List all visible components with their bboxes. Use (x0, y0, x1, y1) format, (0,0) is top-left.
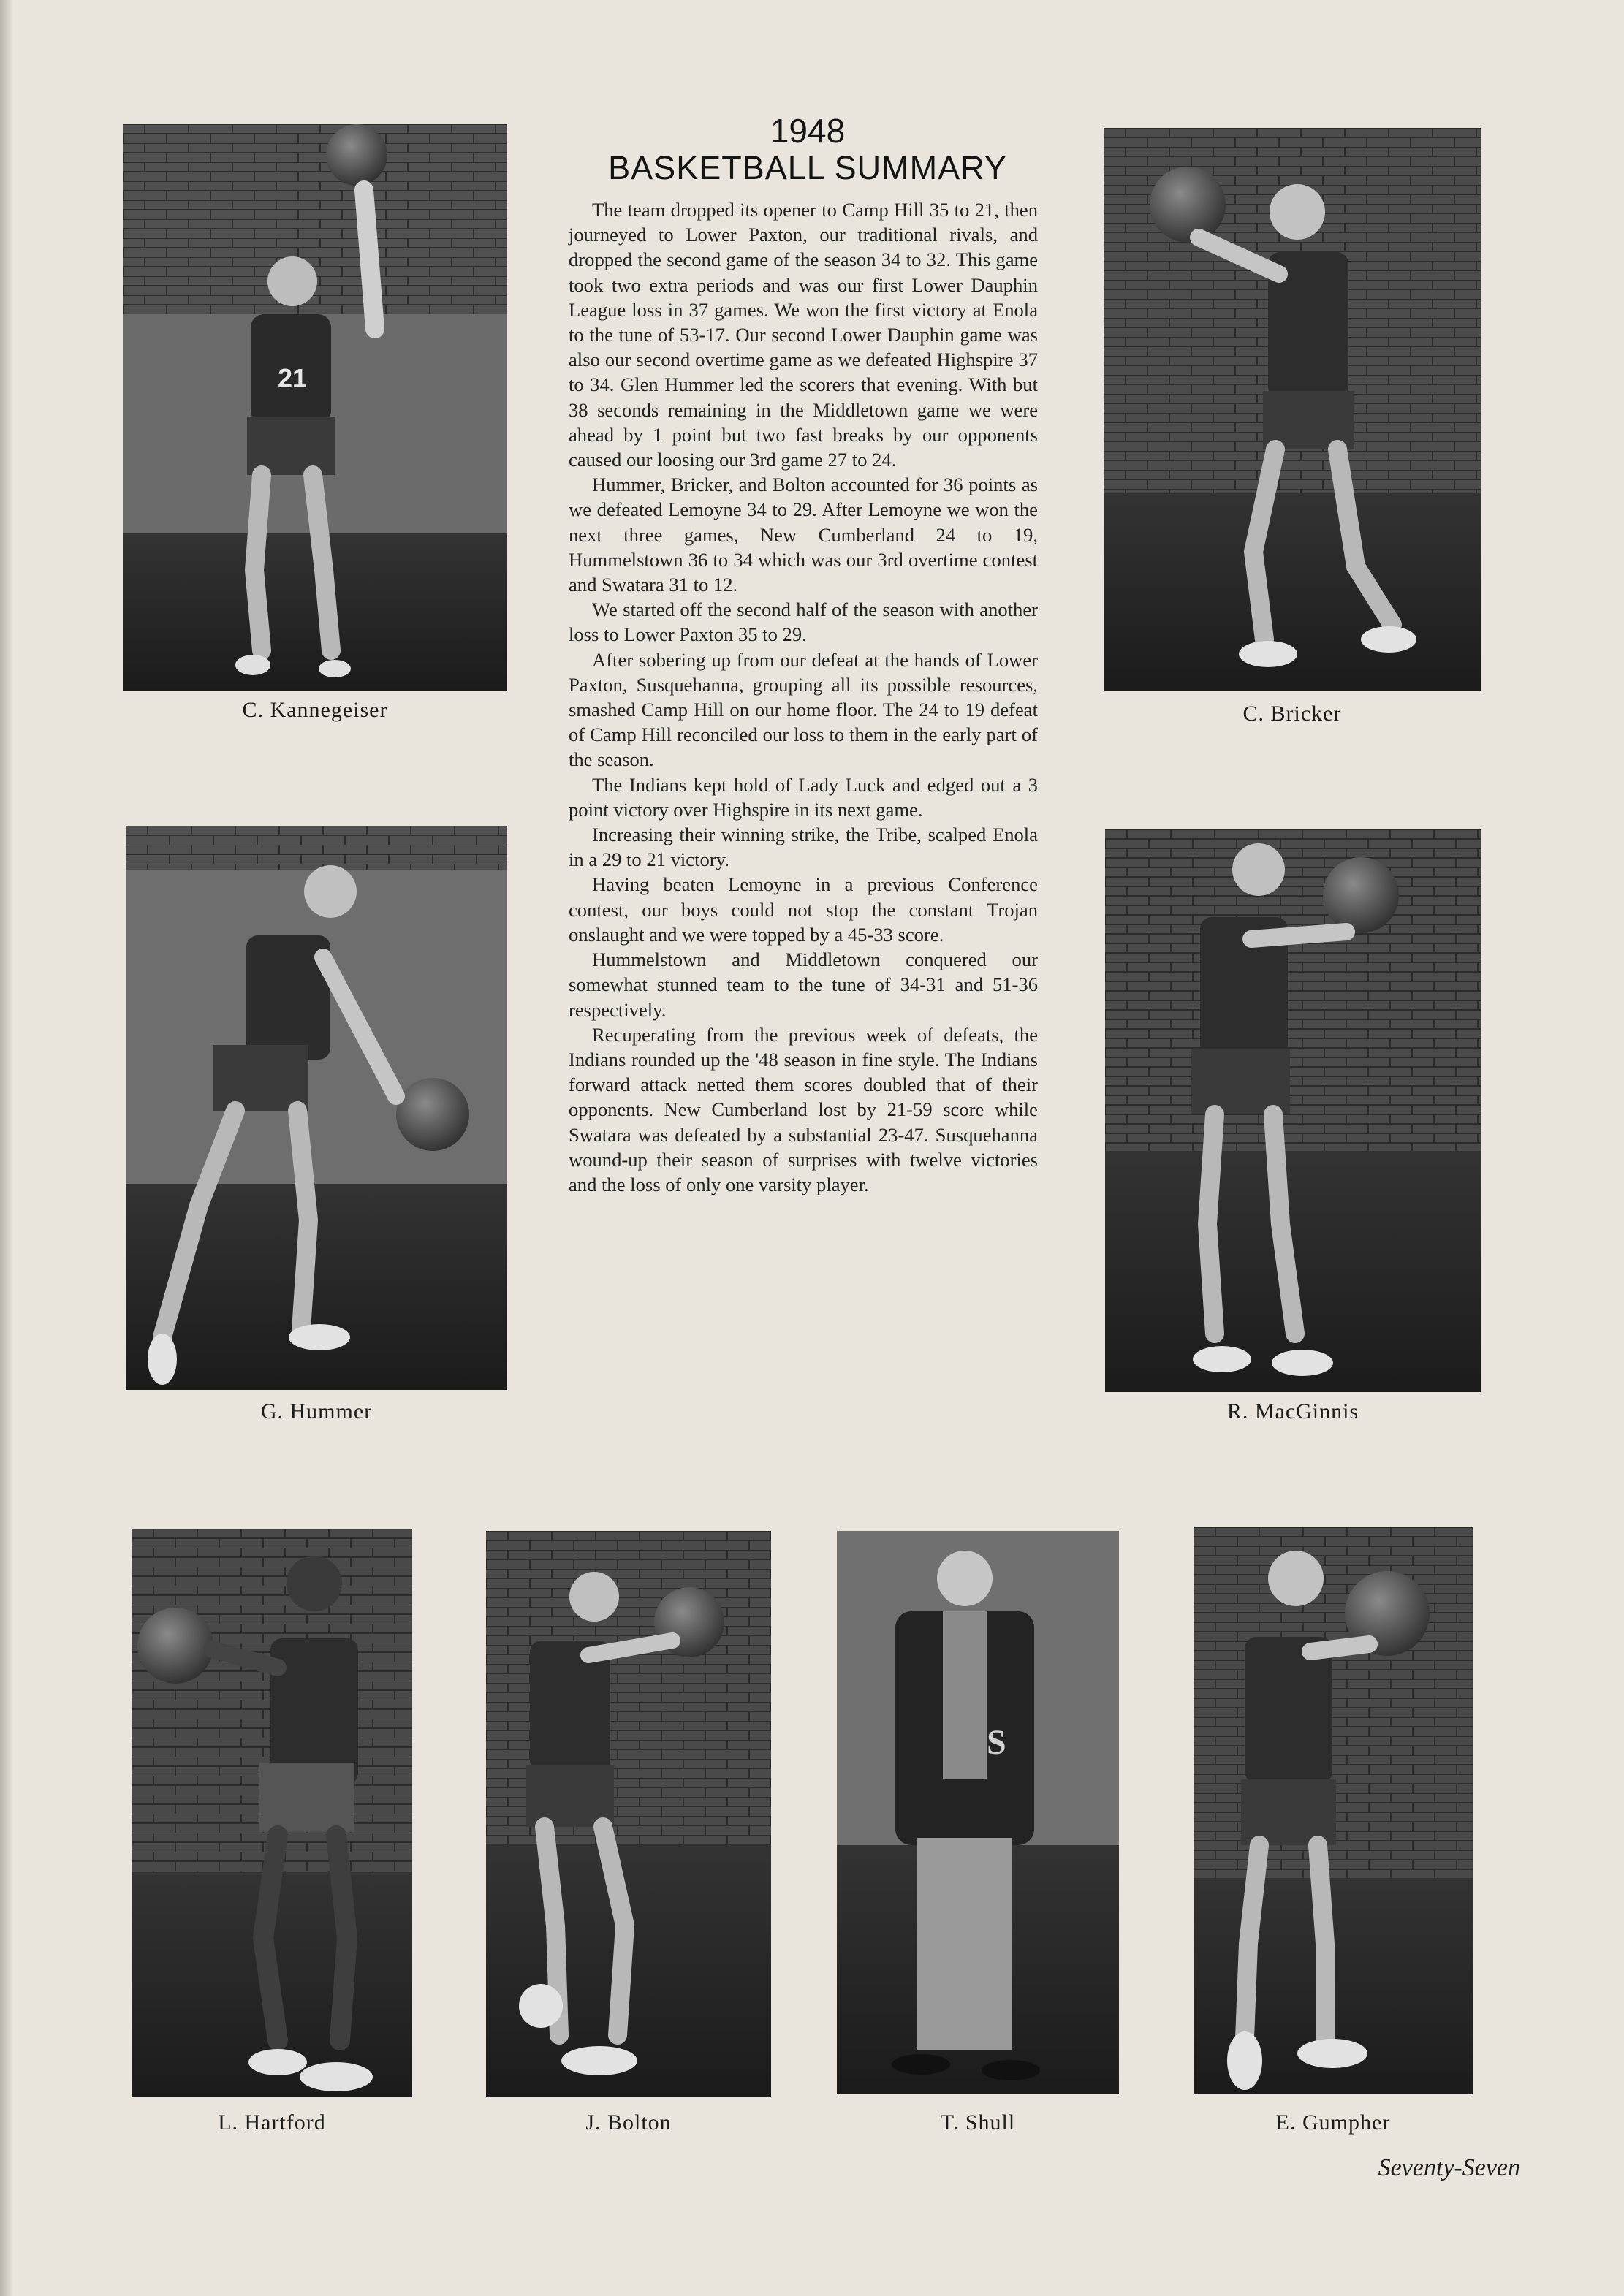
basketball-summary-article (569, 197, 1038, 1197)
caption-hartford: L. Hartford (218, 2110, 326, 2135)
article-paragraph: Increasing their winning strike, the Tribe, scalped Enola in a 29 to 21 victory. (569, 824, 1038, 871)
article-paragraph: Hummer, Bricker, and Bolton accounted for 36 points as we defeated Lemoyne 34 to 29. After Lemoyne we won the next three games, New Cumberland 24 to 19, Hummelstown 36 to 34 which was our 3rd overtime contest and Swatara 31 to 12. (569, 474, 1038, 596)
player-photo-hartford (132, 1529, 412, 2097)
player-photo-shull (837, 1531, 1119, 2094)
player-photo-hummer (126, 826, 507, 1390)
player-photo-macginnis (1105, 829, 1481, 1392)
article-paragraph: Recuperating from the previous week of defeats, the Indians rounded up the '48 season in fine style. The Indians forward attack netted them scores doubled that of their opponents. New Cumberland lost by 21-59 score while Swatara was defeated by a substantial 23-47. Susquehanna wound-up their season of surprises with twelve victories and the loss of only one varsity player. (569, 1023, 1038, 1195)
headline-title: BASKETBALL SUMMARY (608, 149, 1007, 186)
player-photo-bricker (1104, 128, 1481, 691)
caption-gumpher: E. Gumpher (1275, 2110, 1391, 2135)
player-photo-kannegeiser (123, 124, 507, 691)
article-paragraph: We started off the second half of the season with another loss to Lower Paxton 35 to 29. (569, 598, 1038, 646)
player-photo-gumpher (1194, 1527, 1473, 2094)
basketball-icon (396, 1078, 469, 1151)
caption-bolton: J. Bolton (585, 2110, 672, 2135)
article-paragraph: The Indians kept hold of Lady Luck and edged out a 3 point victory over Highspire in its next game. (569, 773, 1038, 821)
caption-kannegeiser: C. Kannegeiser (242, 698, 388, 722)
basketball-icon (137, 1608, 213, 1684)
basketball-icon (1150, 167, 1226, 243)
basketball-icon (326, 124, 387, 186)
jersey-number: 21 (278, 363, 308, 393)
caption-hummer: G. Hummer (260, 1399, 373, 1423)
headline-year: 1948 (770, 112, 846, 150)
article-paragraph: The team dropped its opener to Camp Hill 35 to 21, then journeyed to Lower Paxton, our traditional rivals, and dropped the second game of the season 34 to 32. This game took two extra periods and was our first Lower Dauphin League loss in 37 games. We won the first victory at Enola to the tune of 53-17. Our second Lower Dauphin game was also our second overtime game as we defeated Highspire 37 to 34. Glen Hummer led the scorers that evening. With but 38 seconds remaining in the Middletown game we were ahead by 1 point but two fast breaks by our opponents caused our loosing our 3rd game 27 to 24. (569, 199, 1038, 471)
basketball-icon (1323, 857, 1399, 933)
caption-shull: T. Shull (940, 2110, 1016, 2135)
article-paragraph: Having beaten Lemoyne in a previous Conference contest, our boys could not stop the constant Trojan onslaught and we were topped by a 45-33 score. (569, 873, 1038, 946)
svg-text:S: S (987, 1723, 1006, 1762)
page-binding-edge (0, 0, 13, 2296)
caption-bricker: C. Bricker (1242, 702, 1342, 726)
page-number: Seventy-Seven (1378, 2154, 1520, 2181)
player-photo-bolton (486, 1531, 771, 2097)
article-paragraph: After sobering up from our defeat at the hands of Lower Paxton, Susquehanna, grouping all its possible resources, smashed Camp Hill on our home floor. The 24 to 19 defeat of Camp Hill reconciled our loss to them in the early part of the season. (569, 648, 1038, 771)
article-paragraph: Hummelstown and Middletown conquered our somewhat stunned team to the tune of 34-31 and 51-36 respectively. (569, 949, 1038, 1021)
caption-macginnis: R. MacGinnis (1226, 1399, 1359, 1423)
